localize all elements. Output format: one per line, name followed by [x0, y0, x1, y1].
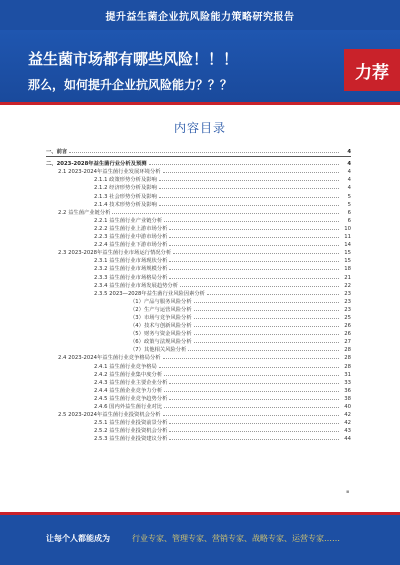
toc-entry-page: 4 [347, 177, 351, 184]
toc-entry-page: 26 [344, 331, 351, 338]
toc-entry-label: 2.4.2 益生菌行业集中度分析 [94, 371, 163, 378]
toc-entry[interactable] [46, 434, 351, 442]
toc-leader-dots [164, 391, 339, 392]
toc-entry-page: 6 [347, 217, 351, 224]
toc-entry-label: 2.3 2023-2028年益生菌行业市场运行情况分析 [58, 250, 172, 257]
toc-entry[interactable] [46, 224, 351, 232]
toc-entry-page: 28 [344, 363, 351, 370]
toc-leader-dots [194, 318, 339, 319]
report-title: 提升益生菌企业抗风险能力策略研究报告 [105, 11, 295, 23]
toc-entry-page: 11 [344, 234, 351, 241]
toc-entry[interactable] [46, 402, 351, 410]
footer-slogan-right: 行业专家、管理专家、营销专家、战略专家、运营专家…… [132, 534, 340, 543]
toc-entry[interactable] [46, 232, 351, 240]
toc-entry-page: 27 [344, 339, 351, 346]
toc-entry[interactable] [46, 361, 351, 369]
toc-entry-page: 18 [344, 266, 351, 273]
toc-entry-page: 15 [344, 258, 351, 265]
toc-entry-label: 2.4.1 益生菌行业竞争格局 [94, 363, 157, 370]
toc-leader-dots [188, 350, 339, 351]
report-header-bar [0, 0, 400, 30]
toc-leader-dots [207, 294, 339, 295]
toc-leader-dots [149, 164, 339, 165]
toc-entry-label: 2.4 2023-2024年益生菌行业竞争格局分析 [58, 355, 161, 362]
toc-leader-dots [163, 172, 339, 173]
toc-entry[interactable] [46, 426, 351, 434]
toc-entry-label: 2.5.1 益生菌行业投资前景分析 [94, 420, 168, 427]
toc-entry[interactable] [46, 216, 351, 224]
banner-divider [0, 102, 400, 105]
toc-entry-label: （5）财务与资金风险分析 [130, 331, 192, 338]
toc-leader-dots [112, 213, 339, 214]
toc-entry-page: 21 [344, 274, 351, 281]
toc-entry[interactable] [46, 337, 351, 345]
table-of-contents [46, 147, 351, 442]
toc-entry-label: （1）产品与服务风险分析 [130, 298, 192, 305]
toc-entry-page: 26 [344, 323, 351, 330]
toc-leader-dots [194, 342, 339, 343]
toc-entry[interactable] [46, 248, 351, 256]
toc-entry-page: 14 [344, 242, 351, 249]
toc-entry[interactable] [46, 200, 351, 208]
toc-entry[interactable] [46, 289, 351, 297]
toc-entry[interactable] [46, 329, 351, 337]
toc-leader-dots [169, 269, 339, 270]
toc-leader-dots [169, 383, 339, 384]
toc-leader-dots [194, 334, 339, 335]
toc-leader-dots [194, 302, 339, 303]
toc-entry-page: 40 [344, 404, 351, 410]
toc-entry-page: 42 [344, 412, 351, 419]
toc-entry-page: 4 [347, 185, 351, 192]
toc-entry-label: （6）政策与法规风险分析 [130, 339, 192, 346]
toc-entry-label: 2.3.3 益生菌行业市场格局分析 [94, 274, 168, 281]
toc-leader-dots [194, 326, 339, 327]
footer-slogan-left: 让每个人都能成为 [46, 534, 110, 543]
toc-entry-label: 2.3.4 益生菌行业市场发展趋势分析 [94, 282, 179, 289]
toc-entry-page: 23 [344, 306, 351, 313]
toc-entry-label: 2.2.2 益生菌行业上游市场分析 [94, 225, 168, 232]
toc-leader-dots [159, 205, 339, 206]
toc-entry-page: 25 [344, 314, 351, 321]
toc-entry-page: 43 [344, 428, 351, 435]
toc-entry[interactable] [46, 394, 351, 402]
toc-entry-label: 2.4.6 国内外益生菌行业对比 [94, 404, 163, 410]
toc-entry-label: 2.4.5 益生菌行业竞争趋势分析 [94, 395, 168, 402]
toc-entry-page: 4 [347, 169, 351, 176]
toc-entry[interactable] [46, 313, 351, 321]
toc-leader-dots [164, 375, 339, 376]
toc-entry[interactable] [46, 175, 351, 183]
toc-entry-label: 2.5.3 益生菌行业投资建议分析 [94, 436, 168, 443]
toc-entry-page: 5 [347, 201, 351, 208]
toc-entry-page: 28 [344, 347, 351, 354]
toc-entry-label: 2.1 2023-2024年益生菌行业发展环境分析 [58, 169, 161, 176]
toc-entry[interactable] [46, 264, 351, 272]
toc-leader-dots [164, 221, 339, 222]
toc-leader-dots [169, 439, 339, 440]
toc-entry-label: 2.1.2 经济形势分析及影响 [94, 185, 157, 192]
toc-entry[interactable] [46, 159, 351, 167]
toc-entry[interactable] [46, 208, 351, 216]
toc-leader-dots [159, 197, 339, 198]
banner-headline-2: 那么，如何提升企业抗风险能力？？？ [28, 78, 233, 92]
toc-entry[interactable] [46, 370, 351, 378]
toc-entry-page: 23 [344, 298, 351, 305]
toc-leader-dots [169, 278, 339, 279]
toc-entry-page: 36 [344, 387, 351, 394]
toc-entry-label: 2.3.1 益生菌行业市场现状分析 [94, 258, 168, 265]
toc-entry-label: 2.2.1 益生菌行业产业链分析 [94, 217, 163, 224]
toc-entry-label: 2.3.2 益生菌行业市场规模分析 [94, 266, 168, 273]
page-corner-mark: ▪ [346, 489, 350, 495]
toc-entry-page: 10 [344, 225, 351, 232]
toc-leader-dots [194, 310, 339, 311]
toc-entry-label: 2.2.4 益生菌行业下游市场分析 [94, 242, 168, 249]
toc-leader-dots [159, 367, 339, 368]
toc-entry-label: 2.1.4 技术形势分析及影响 [94, 201, 157, 208]
toc-entry-label: （7）其他相关风险分析 [130, 347, 187, 354]
toc-leader-dots [69, 152, 339, 153]
toc-entry[interactable] [46, 191, 351, 199]
footer-bar [0, 515, 400, 565]
toc-leader-dots [169, 261, 339, 262]
toc-entry[interactable] [46, 147, 351, 155]
toc-entry-label: 2.1.3 社会形势分析及影响 [94, 193, 157, 200]
toc-entry[interactable] [46, 386, 351, 394]
toc-entry-page: 42 [344, 420, 351, 427]
toc-entry-label: （3）市场与竞争风险分析 [130, 314, 192, 321]
toc-entry-label: 2.2.3 益生菌行业中游市场分析 [94, 234, 168, 241]
toc-entry-label: 二、2023-2028年益生菌行业分析及预测 [46, 161, 147, 168]
toc-leader-dots [163, 358, 339, 359]
toc-leader-dots [159, 180, 339, 181]
recommend-badge: 力荐 [344, 49, 400, 91]
toc-entry-page: 33 [344, 379, 351, 386]
toc-entry-label: 2.5 2023-2024年益生菌行业投资机会分析 [58, 412, 161, 419]
toc-entry[interactable] [46, 418, 351, 426]
toc-entry-page: 23 [344, 290, 351, 297]
toc-entry-page: 31 [344, 371, 351, 378]
toc-entry-page: 5 [347, 193, 351, 200]
toc-leader-dots [163, 415, 339, 416]
toc-entry-page: 28 [344, 355, 351, 362]
toc-leader-dots [180, 286, 339, 287]
toc-entry[interactable] [46, 167, 351, 175]
toc-entry[interactable] [46, 353, 351, 361]
toc-entry[interactable] [46, 240, 351, 248]
toc-entry-page: 44 [344, 436, 351, 443]
toc-entry-page: 4 [347, 161, 351, 168]
toc-entry[interactable] [46, 305, 351, 313]
toc-entry-page: 38 [344, 395, 351, 402]
toc-leader-dots [164, 407, 339, 408]
toc-entry[interactable] [46, 345, 351, 353]
toc-rule [46, 156, 351, 157]
toc-entry-label: 2.5.2 益生菌行业投资机会分析 [94, 428, 168, 435]
toc-entry-label: 2.1.1 政策形势分析及影响 [94, 177, 157, 184]
toc-leader-dots [169, 431, 339, 432]
toc-leader-dots [169, 229, 339, 230]
toc-entry-label: 一、前言 [46, 149, 68, 156]
toc-entry-page: 6 [347, 209, 351, 216]
toc-entry-label: （2）生产与运营风险分析 [130, 306, 192, 313]
toc-entry[interactable] [46, 256, 351, 264]
toc-leader-dots [173, 253, 339, 254]
toc-entry-label: 2.2 益生菌产业链分析 [58, 209, 111, 216]
toc-entry-page: 15 [344, 250, 351, 257]
toc-leader-dots [169, 399, 339, 400]
toc-entry-page: 4 [347, 149, 351, 156]
toc-entry-label: （4）技术与创新风险分析 [130, 323, 192, 330]
toc-entry-label: 2.4.4 益生菌企业竞争力分析 [94, 387, 163, 394]
toc-entry-label: 2.3.5 2023—2028年益生菌行业风险因素分析 [94, 290, 205, 297]
toc-leader-dots [169, 423, 339, 424]
toc-entry[interactable] [46, 410, 351, 418]
toc-entry-page: 22 [344, 282, 351, 289]
toc-entry[interactable] [46, 183, 351, 191]
toc-entry[interactable] [46, 281, 351, 289]
toc-entry[interactable] [46, 321, 351, 329]
banner-headline-1: 益生菌市场都有哪些风险！！！ [28, 50, 239, 68]
toc-entry-label: 2.4.3 益生菌行业主要企业分析 [94, 379, 168, 386]
toc-entry[interactable] [46, 272, 351, 280]
toc-entry[interactable] [46, 297, 351, 305]
toc-entry[interactable] [46, 378, 351, 386]
toc-leader-dots [159, 188, 339, 189]
toc-leader-dots [169, 237, 339, 238]
toc-leader-dots [169, 245, 339, 246]
toc-title: 内容目录 [173, 121, 226, 135]
